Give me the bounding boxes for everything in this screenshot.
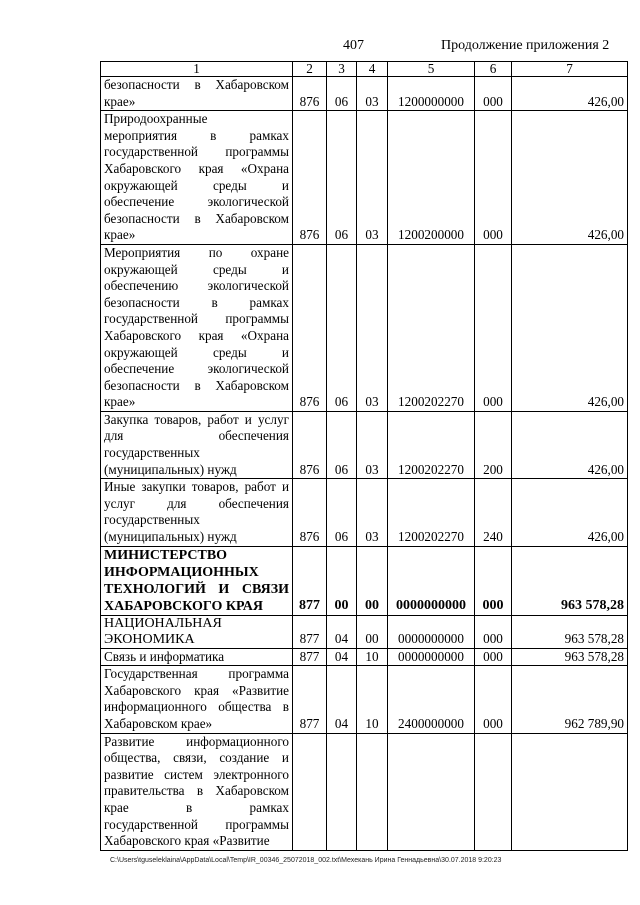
expense-type-cell: 000	[475, 244, 512, 411]
code-cell: 876	[293, 111, 327, 245]
item-name-line: окружающей среды и	[104, 344, 289, 360]
item-name-line: безопасности в Хабаровском	[104, 210, 289, 226]
amount-cell	[512, 733, 628, 850]
item-name-line: крае»	[104, 394, 136, 410]
section-cell: 06	[327, 77, 357, 111]
column-header: 7	[512, 62, 628, 77]
amount-cell: 426,00	[512, 411, 628, 478]
item-name-line: Природоохранные	[104, 111, 208, 127]
item-name-line: государственных	[104, 512, 200, 528]
item-name-line: услуг для обеспечения	[104, 495, 289, 511]
subsection-cell: 00	[357, 546, 388, 615]
subsection-cell: 00	[357, 615, 388, 648]
table-row	[101, 77, 628, 111]
item-name-line: Хабаровского края «Развитие	[104, 682, 289, 698]
item-name-line: Связь и информатика	[104, 648, 225, 664]
item-name-line: государственных	[104, 445, 200, 461]
item-name-cell	[101, 733, 293, 850]
continuation-label: Продолжение приложения 2	[441, 38, 610, 53]
target-cell: 1200202270	[388, 479, 475, 546]
expense-type-cell	[475, 733, 512, 850]
table-row	[101, 615, 628, 648]
item-name-line: крае»	[104, 227, 136, 243]
item-name-cell	[101, 244, 293, 411]
section-cell: 04	[327, 615, 357, 648]
section-cell: 06	[327, 479, 357, 546]
table-row	[101, 666, 628, 733]
item-name-line: НАЦИОНАЛЬНАЯ	[104, 615, 222, 631]
section-cell: 06	[327, 111, 357, 245]
expense-type-cell: 000	[475, 546, 512, 615]
page-header	[0, 38, 640, 58]
item-name-line: безопасности в Хабаровском	[104, 377, 289, 393]
amount-cell: 963 578,28	[512, 546, 628, 615]
item-name-line: общества, связи, создание и	[104, 750, 289, 766]
item-name-line: ЭКОНОМИКА	[104, 631, 195, 647]
section-cell: 06	[327, 244, 357, 411]
item-name-cell	[101, 479, 293, 546]
item-name-line: ТЕХНОЛОГИЙ И СВЯЗИ	[104, 581, 289, 597]
target-cell: 0000000000	[388, 546, 475, 615]
expense-type-cell: 200	[475, 411, 512, 478]
item-name-line: мероприятия в рамках	[104, 127, 289, 143]
section-cell: 04	[327, 666, 357, 733]
code-cell: 877	[293, 648, 327, 666]
item-name-line: Хабаровского края «Охрана	[104, 160, 289, 176]
code-cell: 877	[293, 666, 327, 733]
item-name-line: информационного общества в	[104, 699, 289, 715]
table-row	[101, 111, 628, 245]
item-name-cell	[101, 411, 293, 478]
section-cell	[327, 733, 357, 850]
amount-cell: 426,00	[512, 111, 628, 245]
target-cell	[388, 733, 475, 850]
item-name-line: окружающей среды и	[104, 177, 289, 193]
page-number: 407	[343, 38, 364, 53]
section-cell: 00	[327, 546, 357, 615]
item-name-line: Хабаровского края «Развитие	[104, 833, 270, 849]
item-name-line: обеспечению экологической	[104, 278, 289, 294]
item-name-line: (муниципальных) нужд	[104, 461, 237, 477]
column-header: 4	[357, 62, 388, 77]
column-header: 6	[475, 62, 512, 77]
column-header-row	[101, 62, 628, 77]
target-cell: 1200202270	[388, 244, 475, 411]
target-cell: 0000000000	[388, 648, 475, 666]
item-name-cell	[101, 546, 293, 615]
code-cell: 876	[293, 411, 327, 478]
item-name-cell	[101, 111, 293, 245]
section-cell: 04	[327, 648, 357, 666]
item-name-line: правительства в Хабаровском	[104, 783, 289, 799]
amount-cell: 962 789,90	[512, 666, 628, 733]
item-name-line: Хабаровского края «Охрана	[104, 327, 289, 343]
expense-type-cell: 000	[475, 77, 512, 111]
item-name-line: государственной программы	[104, 144, 289, 160]
item-name-line: МИНИСТЕРСТВО	[104, 547, 228, 563]
expense-type-cell: 000	[475, 666, 512, 733]
code-cell: 876	[293, 479, 327, 546]
item-name-line: Государственная программа	[104, 666, 289, 682]
expense-type-cell: 240	[475, 479, 512, 546]
code-cell	[293, 733, 327, 850]
item-name-line: ХАБАРОВСКОГО КРАЯ	[104, 598, 263, 614]
amount-cell: 426,00	[512, 77, 628, 111]
amount-cell: 426,00	[512, 479, 628, 546]
code-cell: 876	[293, 77, 327, 111]
target-cell: 2400000000	[388, 666, 475, 733]
expense-type-cell: 000	[475, 111, 512, 245]
item-name-line: развитие систем электронного	[104, 766, 289, 782]
item-name-line: безопасности в рамках	[104, 294, 289, 310]
budget-table	[100, 61, 628, 851]
column-header: 5	[388, 62, 475, 77]
table-row	[101, 733, 628, 850]
item-name-line: обеспечение экологической	[104, 361, 289, 377]
item-name-cell	[101, 77, 293, 111]
item-name-line: крае в рамках	[104, 799, 289, 815]
item-name-line: Хабаровском крае»	[104, 716, 213, 731]
item-name-line: Закупка товаров, работ и услуг	[104, 411, 289, 427]
item-name-line: обеспечение экологической	[104, 194, 289, 210]
table-row	[101, 244, 628, 411]
table-row	[101, 546, 628, 615]
subsection-cell: 10	[357, 666, 388, 733]
amount-cell: 963 578,28	[512, 648, 628, 666]
item-name-cell	[101, 666, 293, 733]
column-header: 3	[327, 62, 357, 77]
item-name-cell	[101, 648, 293, 666]
table-row	[101, 411, 628, 478]
subsection-cell: 03	[357, 411, 388, 478]
item-name-line: для обеспечения	[104, 428, 289, 444]
subsection-cell: 03	[357, 244, 388, 411]
item-name-line: окружающей среды и	[104, 261, 289, 277]
target-cell: 1200202270	[388, 411, 475, 478]
section-cell: 06	[327, 411, 357, 478]
item-name-line: Мероприятия по охране	[104, 244, 289, 260]
item-name-line: безопасности в Хабаровском	[104, 77, 289, 92]
table-row	[101, 479, 628, 546]
item-name-line: государственной программы	[104, 311, 289, 327]
amount-cell: 963 578,28	[512, 615, 628, 648]
item-name-line: (муниципальных) нужд	[104, 529, 237, 545]
subsection-cell	[357, 733, 388, 850]
file-path-footer: C:\Users\tguseleklaina\AppData\Local\Temp\IR_00346_25072018_002.txt\Мехекань Ирина Геннадьевна\30.07.2018 9:20:23	[110, 857, 502, 864]
target-cell: 1200000000	[388, 77, 475, 111]
code-cell: 876	[293, 244, 327, 411]
column-header: 2	[293, 62, 327, 77]
column-header: 1	[101, 62, 293, 77]
subsection-cell: 03	[357, 77, 388, 111]
subsection-cell: 03	[357, 479, 388, 546]
item-name-line: Развитие информационного	[104, 733, 289, 749]
target-cell: 0000000000	[388, 615, 475, 648]
code-cell: 877	[293, 615, 327, 648]
subsection-cell: 03	[357, 111, 388, 245]
target-cell: 1200200000	[388, 111, 475, 245]
table-row	[101, 648, 628, 666]
item-name-cell	[101, 615, 293, 648]
item-name-line: Иные закупки товаров, работ и	[104, 479, 289, 495]
amount-cell: 426,00	[512, 244, 628, 411]
item-name-line: ИНФОРМАЦИОННЫХ	[104, 564, 259, 580]
expense-type-cell: 000	[475, 615, 512, 648]
item-name-line: государственной программы	[104, 816, 289, 832]
expense-type-cell: 000	[475, 648, 512, 666]
subsection-cell: 10	[357, 648, 388, 666]
item-name-line: крае»	[104, 93, 136, 109]
code-cell: 877	[293, 546, 327, 615]
